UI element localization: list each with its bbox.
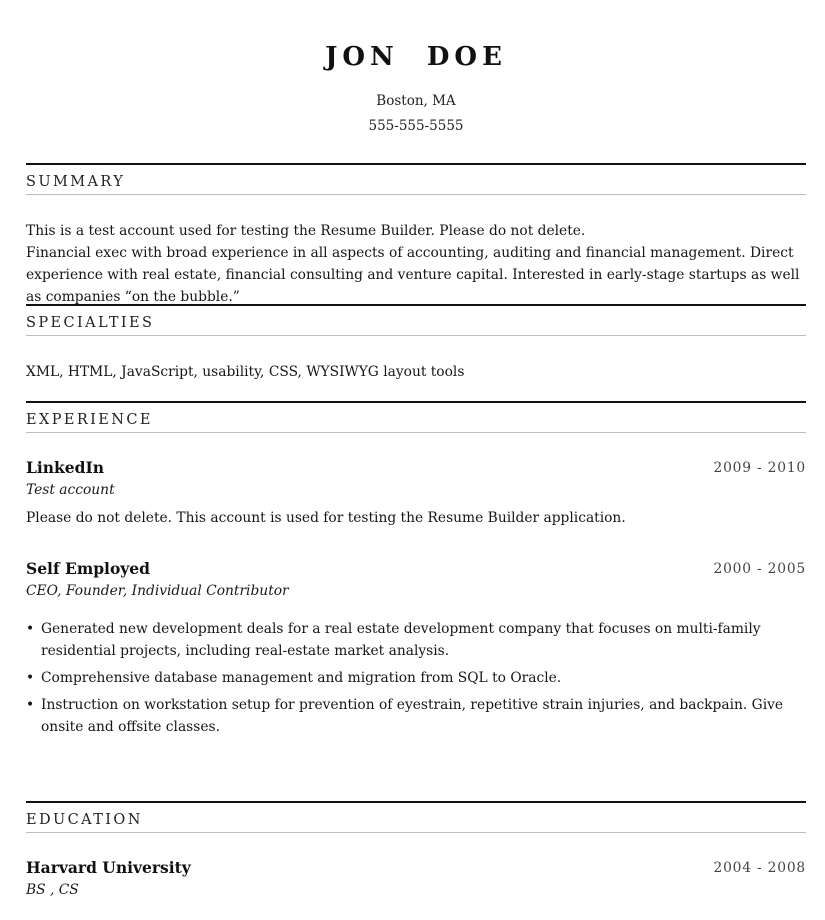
- education-title: EDUCATION: [26, 812, 143, 828]
- phone-text: 555-555-5555: [368, 118, 464, 134]
- job-dates: 2000 - 2005: [713, 561, 806, 577]
- job-company: Self Employed: [26, 559, 150, 578]
- bullet-text: Comprehensive database management and migration from SQL to Oracle.: [41, 670, 562, 686]
- education-section-header: [26, 801, 806, 833]
- list-item: [26, 667, 821, 689]
- summary-line-2: Financial exec with broad experience in all aspects of accounting, auditing and financial management. Direct experience with real estate, financial consulting and venture capital. Interested in early-stage startups as well as companies “on the bubble.”: [26, 245, 800, 305]
- summary-section-header: [26, 163, 806, 195]
- bullet-icon: •: [26, 697, 35, 713]
- school-name: Harvard University: [26, 858, 191, 877]
- job-role: Test account: [26, 482, 115, 498]
- specialties-title: SPECIALTIES: [26, 315, 155, 331]
- bullet-text: Generated new development deals for a real estate development company that focuses on multi-family residential projects, including real-estate market analysis.: [41, 621, 761, 659]
- job-bullet-list: [26, 618, 821, 743]
- specialties-section-header: [26, 304, 806, 336]
- job-company: LinkedIn: [26, 458, 105, 477]
- person-name: JON DOE: [325, 42, 507, 72]
- summary-title: SUMMARY: [26, 174, 126, 190]
- location-text: Boston, MA: [376, 93, 456, 109]
- school-dates: 2004 - 2008: [713, 860, 806, 876]
- experience-section-header: [26, 401, 806, 433]
- summary-line-1: This is a test account used for testing the Resume Builder. Please do not delete.: [26, 223, 586, 239]
- job-description: Please do not delete. This account is used for testing the Resume Builder application.: [26, 510, 626, 526]
- job-dates: 2009 - 2010: [713, 460, 806, 476]
- experience-title: EXPERIENCE: [26, 412, 153, 428]
- specialties-text: XML, HTML, JavaScript, usability, CSS, WYSIWYG layout tools: [26, 364, 465, 380]
- bullet-text: Instruction on workstation setup for prevention of eyestrain, repetitive strain injuries, and backpain. Give onsite and offsite classes.: [41, 697, 784, 735]
- list-item: [26, 694, 821, 738]
- bullet-icon: •: [26, 670, 35, 686]
- school-degree: BS , CS: [26, 882, 79, 898]
- bullet-icon: •: [26, 621, 35, 637]
- job-role: CEO, Founder, Individual Contributor: [26, 583, 289, 599]
- list-item: [26, 618, 821, 662]
